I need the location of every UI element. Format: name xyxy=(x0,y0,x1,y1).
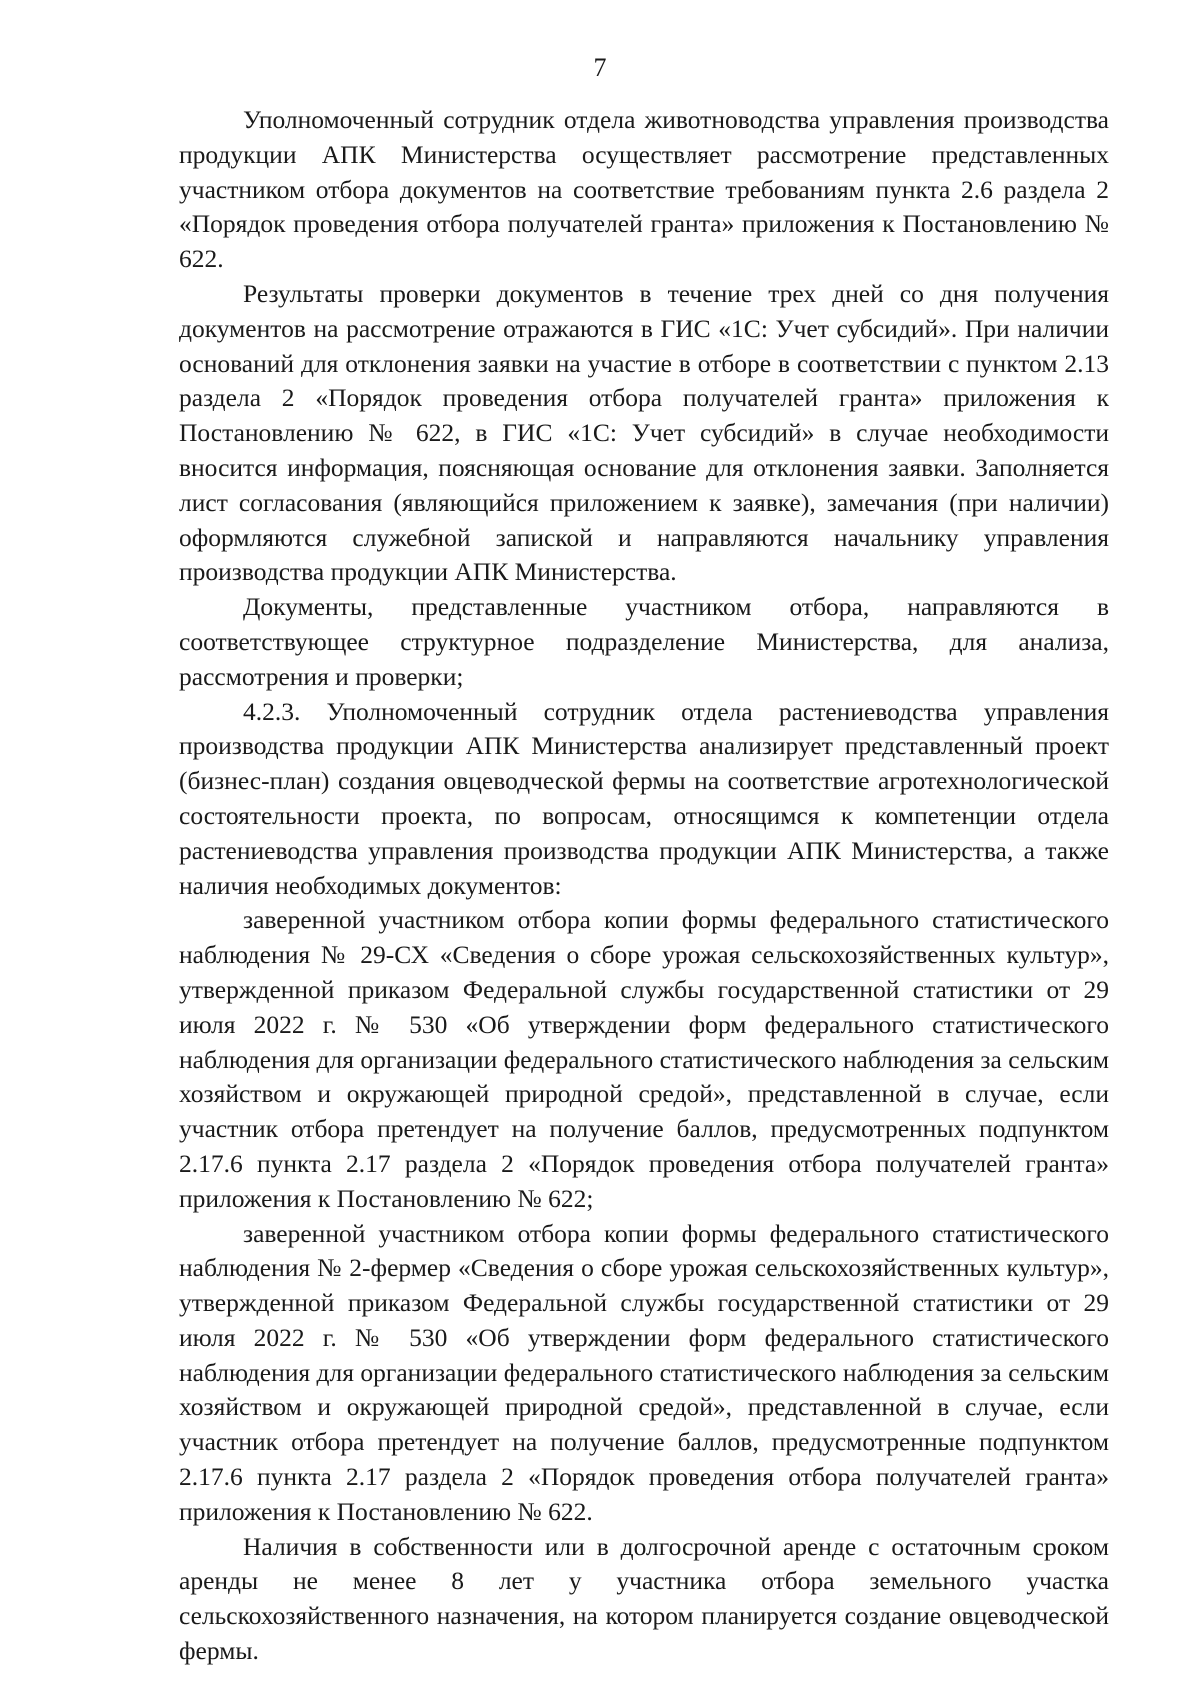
paragraph-livestock-review: Уполномоченный сотрудник отдела животноводства управления производства продукции АПК Министерства осуществляет рассмотрение представленных участником отбора документов на соответствие требованиям пункта 2.6 раздела 2 «Порядок проведения отбора получателей гранта» приложения к Постановлению № 622. xyxy=(179,105,1109,274)
paragraph-check-results: Результаты проверки документов в течение трех дней со дня получения документов на рассмотрение отражаются в ГИС «1С: Учет субсидий». При наличии оснований для отклонения заявки на участие в отборе в соответствии с пунктом 2.13 раздела 2 «Порядок проведения отбора получателей гранта» приложения к Постановлению № 622, в ГИС «1С: Учет субсидий» в случае необходимости вносится информация, поясняющая основание для отклонения заявки. Заполняется лист согласования (являющийся приложением к заявке), замечания (при наличии) оформляются служебной запиской и направляются начальнику управления производства продукции АПК Министерства. xyxy=(179,278,1109,587)
paragraph-form-2-farmer: заверенной участником отбора копии формы федерального статистического наблюдения № 2-фермер «Сведения о сборе урожая сельскохозяйственных культур», утвержденной приказом Федеральной службы государственной статистики от 29 июля 2022 г. № 530 «Об утверждении форм федерального статистического наблюдения для организации федерального статистического наблюдения за сельским хозяйством и окружающей природной средой», представленной в случае, если участник отбора претендует на получение баллов, предусмотренные подпунктом 2.17.6 пункта 2.17 раздела 2 «Порядок проведения отбора получателей гранта» приложения к Постановлению № 622. xyxy=(179,1218,1109,1526)
paragraph-land-plot: Наличия в собственности или в долгосрочной аренде с остаточным сроком аренды не менее 8 лет у участника отбора земельного участка сельскохозяйственного назначения, на котором планируется создание овцеводческой фермы. xyxy=(179,1531,1109,1666)
document-body xyxy=(179,103,1109,1669)
paragraph-4-2-3: 4.2.3. Уполномоченный сотрудник отдела растениеводства управления производства продукции АПК Министерства анализирует представленный проект (бизнес-план) создания овцеводческой фермы на соответствие агротехнологической состоятельности проекта, по вопросам, относящимся к компетенции отдела растениеводства управления производства продукции АПК Министерства, а также наличия необходимых документов: xyxy=(179,696,1109,900)
paragraph-form-29-sx: заверенной участником отбора копии формы федерального статистического наблюдения № 29-СХ «Сведения о сборе урожая сельскохозяйственных культур», утвержденной приказом Федеральной службы государственной статистики от 29 июля 2022 г. № 530 «Об утверждении форм федерального статистического наблюдения для организации федерального статистического наблюдения за сельским хозяйством и окружающей природной средой», представленной в случае, если участник отбора претендует на получение баллов, предусмотренных подпунктом 2.17.6 пункта 2.17 раздела 2 «Порядок проведения отбора получателей гранта» приложения к Постановлению № 622; xyxy=(179,905,1109,1213)
page-number: 7 xyxy=(593,53,607,82)
paragraph-documents-forwarded: Документы, представленные участником отбора, направляются в соответствующее структурное подразделение Министерства, для анализа, рассмотрения и проверки; xyxy=(179,592,1109,691)
